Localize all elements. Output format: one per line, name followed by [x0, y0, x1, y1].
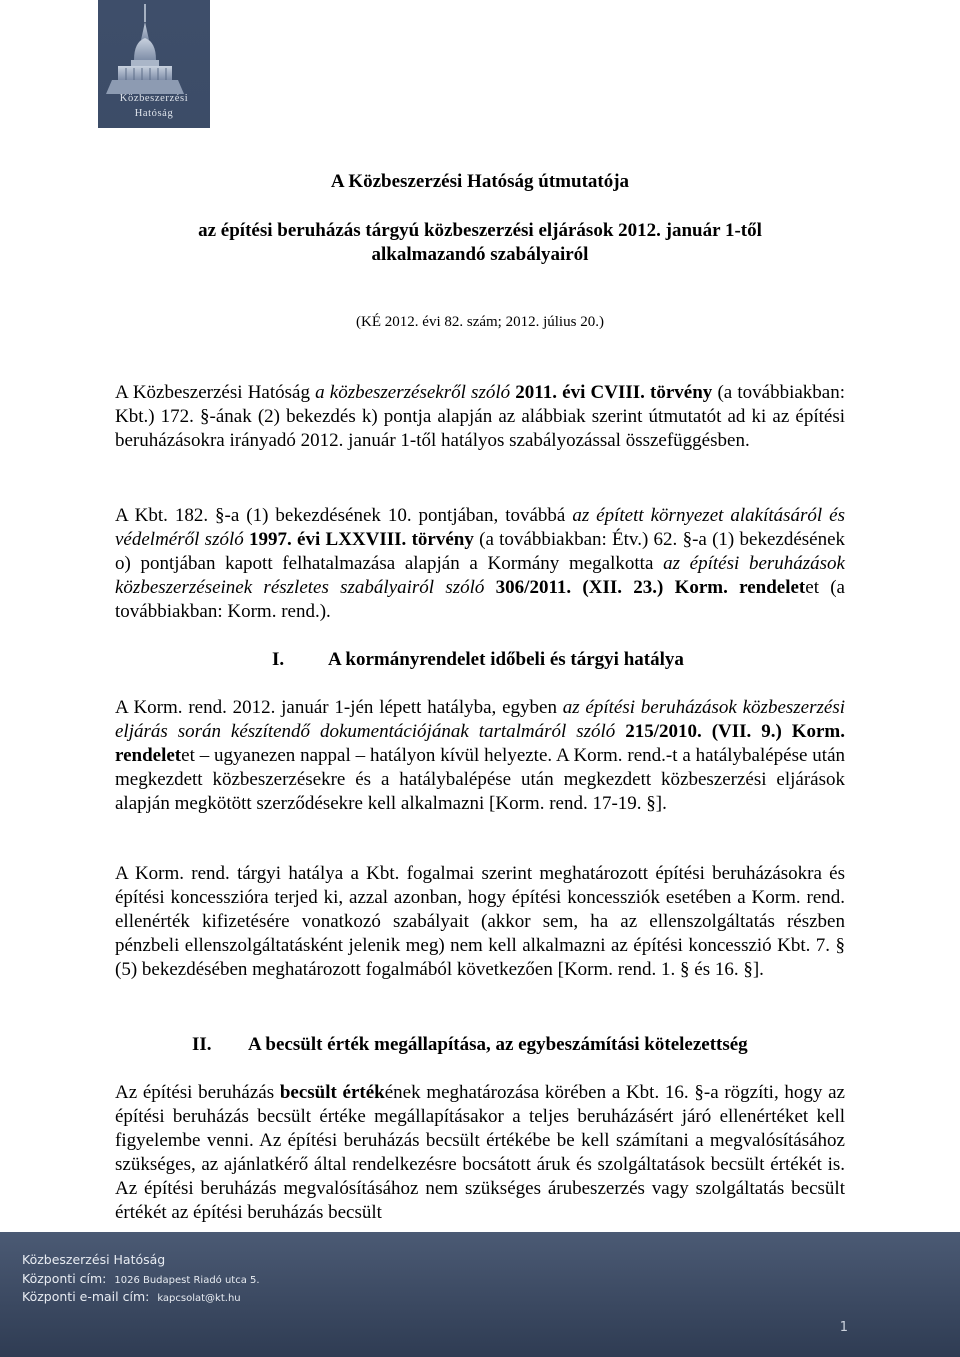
- text-run: (a továbbiakban: Kbt.) 172. §-ának (2) bekezdés k) pontja alapján az alábbiak szerint útmutatót ad ki az építési beruházásokra irányadó 2012. január 1-től hatályos szabályozással összefüggésben.: [115, 382, 845, 451]
- text-run: et – ugyanezen nappal – hatályon kívül helyezte. A Korm. rend.-t a hatálybalépése után megkezdett közbeszerzésekre és a hatálybalépése után megkezdett közbeszerzési eljárások alapján megkötött szerződésekre kell alkalmazni [Korm. rend. 17-19. §].: [115, 744, 845, 814]
- text-run: A Korm. rend. tárgyi hatálya a Kbt. fogalmai szerint meghatározott építési beruházásokra és építési koncesszióra terjed ki, azzal azonban, hogy építési koncessziók esetében a Korm. rend. ellenérték kifizetésére vonatkozó szabályait (akkor sem, ha az ellenszolgáltatás részben pénzbeli ellenszolgáltatásként jelenik meg) nem kell alkalmazni az építési koncesszió Kbt. 7. § (5) bekezdésében meghatározott fogalmából következően [Korm. rend. 1. § és 16. §].: [115, 863, 845, 980]
- publication-reference: (KÉ 2012. évi 82. szám; 2012. július 20.): [356, 314, 604, 330]
- italic-text-run: az épített környezet alakításáról és védelméről szóló: [115, 505, 845, 550]
- paragraph-temporal-scope: [115, 696, 845, 816]
- subtitle-line-2: alkalmazandó szabályairól: [371, 244, 589, 265]
- document-subtitle: [0, 219, 960, 267]
- text-run: A Közbeszerzési Hatóság: [115, 382, 316, 403]
- paragraph-intro: [115, 381, 845, 453]
- paragraph-legal-basis: [115, 504, 845, 624]
- section-2-heading: A becsült érték megállapítása, az egybeszámítási kötelezettség: [248, 1034, 748, 1055]
- bold-text-run: becsült érték: [279, 1082, 385, 1103]
- logo: [98, 0, 210, 128]
- text-run: [484, 577, 495, 598]
- logo-line-1: Közbeszerzési: [119, 93, 189, 104]
- footer-org-name: Közbeszerzési Hatóság: [22, 1252, 166, 1267]
- text-run: [615, 721, 625, 742]
- text-run: ének meghatározása körében a Kbt. 16. §-a rögzíti, hogy az építési beruházás becsült értéke megállapításakor a teljes beruházásért járó ellenértéket kell figyelembe venni. Az építési beruházás becsült értékébe be kell számítani a megvalósításához szükséges, az ajánlatkérő által rendelkezésre bocsátott áruk és szolgáltatások becsült értékét is. Az építési beruházás megvalósításához nem szükséges árubeszerzés vagy szolgáltatás becsült értékét az építési beruházás becsült: [115, 1082, 845, 1223]
- page-number: 1: [839, 1320, 848, 1335]
- document-title: A Közbeszerzési Hatóság útmutatója: [330, 171, 630, 192]
- footer-address: [22, 1271, 260, 1286]
- section-2-number: II.: [192, 1034, 212, 1055]
- italic-text-run: az építési beruházások közbeszerzéseinek részletes szabályairól szóló: [115, 552, 845, 598]
- text-run: et (a továbbiakban: Korm. rend.).: [115, 576, 845, 622]
- footer-email-link[interactable]: kapcsolat@kt.hu: [157, 1293, 241, 1304]
- parliament-dome-icon: [98, 0, 210, 95]
- bold-text-run: 1997. évi LXXVIII. törvény: [249, 528, 474, 550]
- logo-line-2: Hatóság: [134, 108, 174, 119]
- text-run: (a továbbiakban: Étv.) 62. §-a (1) bekezdésének o) pontjában kapott felhatalmazása alapján a Kormány megalkotta: [115, 528, 846, 574]
- footer-email-label: Központi e-mail cím:: [22, 1289, 150, 1304]
- section-1-number: I.: [272, 649, 285, 670]
- footer-email: [22, 1289, 241, 1304]
- bold-text-run: 215/2010. (VII. 9.) Korm. rendelet: [115, 720, 846, 766]
- bold-text-run: 2011. évi CVIII. törvény: [515, 382, 713, 403]
- subtitle-line-1: az építési beruházás tárgyú közbeszerzési eljárások 2012. január 1-től: [198, 220, 762, 241]
- footer-address-value: 1026 Budapest Riadó utca 5.: [114, 1275, 260, 1286]
- footer-address-label: Központi cím:: [22, 1271, 107, 1286]
- italic-text-run: az építési beruházások közbeszerzési eljárás során készítendő dokumentációjának tartalmáról szóló: [115, 697, 845, 742]
- bold-text-run: 306/2011. (XII. 23.) Korm. rendelet: [495, 576, 806, 598]
- italic-text-run: a közbeszerzésekről szóló: [315, 382, 511, 403]
- text-run: A Kbt. 182. §-a (1) bekezdésének 10. pontjában, továbbá: [115, 505, 573, 526]
- paragraph-estimated-value: [115, 1081, 845, 1224]
- section-1-heading: A kormányrendelet időbeli és tárgyi hatálya: [328, 649, 684, 670]
- text-run: Az építési beruházás: [115, 1082, 280, 1103]
- text-run: A Korm. rend. 2012. január 1-jén lépett hatályba, egyben: [115, 697, 563, 718]
- page-footer: [0, 1232, 960, 1357]
- paragraph-material-scope: [115, 862, 845, 982]
